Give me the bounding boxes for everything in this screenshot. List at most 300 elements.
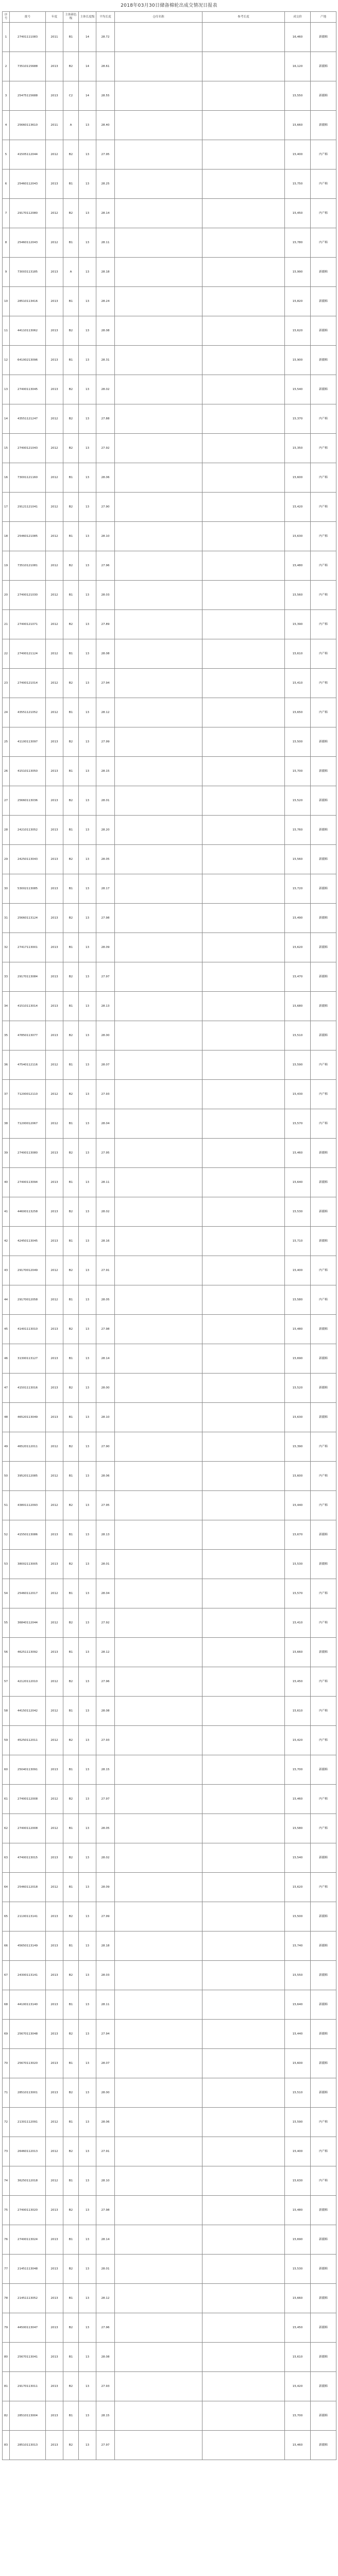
table-cell-year: 2012 [46,1785,63,1814]
table-cell-price: 15,500 [285,1902,311,1931]
table-cell-lot: 25660113124 [10,904,46,933]
table-cell-len: 13 [79,1755,96,1785]
table-cell-ref [202,287,285,316]
table-cell-lot: 47400113015 [10,1843,46,1873]
table-cell-no: 41 [3,1197,10,1227]
table-cell-price: 15,490 [285,904,311,933]
table-cell-ref [202,1579,285,1608]
table-cell-avg: 28.06 [96,1462,115,1491]
table-row [3,1315,336,1344]
table-cell-wh [115,1785,202,1814]
table-cell-origin: 新疆棉 [311,2343,336,2372]
table-cell-price: 15,510 [285,1021,311,1050]
table-cell-wh [115,904,202,933]
table-cell-len: 13 [79,1374,96,1403]
table-cell-grade: B2 [63,1374,79,1403]
table-cell-origin: 新疆棉 [311,1961,336,1990]
table-cell-grade: B2 [63,904,79,933]
table-cell-origin: 新疆棉 [311,346,336,375]
table-row [3,404,336,434]
table-cell-ref [202,2431,285,2460]
table-cell-ref [202,346,285,375]
table-cell-len: 13 [79,2137,96,2166]
table-cell-year: 2012 [46,140,63,170]
table-cell-price: 15,460 [285,1785,311,1814]
table-cell-len: 13 [79,2166,96,2196]
table-cell-grade: B2 [63,2372,79,2401]
table-cell-ref [202,639,285,669]
table-cell-year: 2013 [46,845,63,874]
table-cell-price: 15,400 [285,1256,311,1285]
table-row [3,434,336,463]
table-cell-wh [115,2284,202,2313]
table-cell-no: 4 [3,111,10,140]
table-cell-origin: 新疆棉 [311,52,336,81]
table-cell-year: 2013 [46,1315,63,1344]
table-cell-lot: 27400121014 [10,669,46,698]
table-cell-price: 15,530 [285,2255,311,2284]
table-row [3,111,336,140]
table-row [3,698,336,727]
table-cell-wh [115,874,202,904]
table-cell-origin: 新疆棉 [311,81,336,111]
table-cell-wh [115,81,202,111]
table-cell-wh [115,23,202,52]
table-cell-grade: B1 [63,2108,79,2137]
table-cell-price: 15,560 [285,845,311,874]
report-table [2,11,336,2460]
table-cell-wh [115,1080,202,1109]
table-cell-grade: B1 [63,1403,79,1432]
table-cell-len: 13 [79,346,96,375]
table-cell-grade: B1 [63,2343,79,2372]
table-cell-no: 66 [3,1931,10,1961]
table-cell-year: 2013 [46,1374,63,1403]
table-cell-wh [115,1520,202,1550]
table-cell-wh [115,199,202,228]
table-row [3,1931,336,1961]
table-cell-len: 13 [79,1256,96,1285]
table-cell-avg: 28.20 [96,816,115,845]
table-cell-avg: 27.92 [96,434,115,463]
table-cell-len: 13 [79,1315,96,1344]
table-cell-len: 13 [79,522,96,551]
table-cell-origin: 内产棉 [311,1491,336,1520]
table-cell-price: 15,720 [285,874,311,904]
table-row [3,2108,336,2137]
table-cell-len: 13 [79,845,96,874]
table-cell-no: 2 [3,52,10,81]
table-cell-lot: 44600113258 [10,1197,46,1227]
table-cell-year: 2012 [46,1462,63,1491]
table-cell-origin: 内产棉 [311,493,336,522]
table-cell-origin: 新疆棉 [311,1843,336,1873]
table-cell-year: 2013 [46,2225,63,2255]
table-cell-ref [202,1197,285,1227]
table-cell-wh [115,463,202,493]
table-cell-no: 36 [3,1050,10,1080]
table-cell-len: 13 [79,1814,96,1843]
table-row [3,551,336,581]
table-cell-ref [202,786,285,816]
table-cell-no: 18 [3,522,10,551]
table-cell-grade: B1 [63,816,79,845]
table-cell-wh [115,52,202,81]
column-header: 批号 [10,12,46,23]
table-cell-wh [115,493,202,522]
table-cell-wh [115,669,202,698]
table-cell-ref [202,1726,285,1755]
table-cell-len: 13 [79,962,96,992]
table-cell-grade: B2 [63,669,79,698]
table-cell-grade: B1 [63,1873,79,1902]
table-cell-price: 15,370 [285,404,311,434]
table-cell-ref [202,551,285,581]
table-row [3,1755,336,1785]
table-row [3,316,336,346]
table-cell-len: 13 [79,140,96,170]
table-cell-ref [202,1785,285,1814]
table-cell-price: 15,700 [285,757,311,786]
table-cell-ref [202,581,285,610]
table-cell-price: 15,460 [285,1139,311,1168]
table-cell-origin: 内产棉 [311,669,336,698]
table-cell-ref [202,1256,285,1285]
table-body [3,23,336,2460]
table-cell-len: 13 [79,581,96,610]
table-cell-ref [202,2225,285,2255]
table-cell-lot: 29170113084 [10,962,46,992]
table-cell-wh [115,2078,202,2108]
table-cell-price: 15,480 [285,551,311,581]
table-cell-grade: B1 [63,1462,79,1491]
table-cell-grade: B2 [63,1256,79,1285]
table-cell-wh [115,581,202,610]
table-cell-avg: 27.88 [96,404,115,434]
table-row [3,1080,336,1109]
table-row [3,2225,336,2255]
table-cell-origin: 内产棉 [311,1667,336,1697]
table-cell-ref [202,2313,285,2343]
table-cell-no: 26 [3,757,10,786]
table-cell-lot: 28510113004 [10,2401,46,2431]
table-cell-grade: B2 [63,786,79,816]
table-cell-len: 13 [79,258,96,287]
table-cell-lot: 29121121041 [10,493,46,522]
table-row [3,1432,336,1462]
table-cell-origin: 新疆棉 [311,2020,336,2049]
table-cell-ref [202,1931,285,1961]
table-cell-len: 13 [79,375,96,404]
table-cell-price: 15,990 [285,258,311,287]
table-row [3,2049,336,2078]
table-cell-grade: B2 [63,434,79,463]
table-cell-lot: 45650113149 [10,1931,46,1961]
table-cell-grade: B1 [63,1285,79,1315]
table-row [3,1256,336,1285]
table-cell-avg: 28.14 [96,1344,115,1374]
table-cell-len: 13 [79,1050,96,1080]
table-cell-ref [202,1227,285,1256]
table-cell-origin: 新疆棉 [311,992,336,1021]
table-cell-price: 15,410 [285,669,311,698]
table-cell-lot: 41505112044 [10,140,46,170]
table-cell-year: 2012 [46,493,63,522]
table-cell-len: 13 [79,1109,96,1139]
table-cell-lot: 27400121124 [10,639,46,669]
table-cell-origin: 新疆棉 [311,2401,336,2431]
table-cell-price: 15,420 [285,2372,311,2401]
table-cell-grade: B2 [63,1080,79,1109]
table-cell-wh [115,2401,202,2431]
table-cell-year: 2013 [46,1403,63,1432]
table-cell-len: 13 [79,2196,96,2225]
table-cell-no: 39 [3,1139,10,1168]
table-cell-ref [202,1667,285,1697]
table-row [3,1990,336,2020]
table-cell-wh [115,1550,202,1579]
table-cell-lot: 41401113010 [10,1315,46,1344]
table-cell-ref [202,228,285,258]
table-cell-price: 15,640 [285,1990,311,2020]
table-cell-year: 2013 [46,1520,63,1550]
table-cell-no: 61 [3,1785,10,1814]
table-cell-ref [202,2401,285,2431]
table-cell-len: 13 [79,1550,96,1579]
table-cell-no: 11 [3,316,10,346]
table-cell-wh [115,1168,202,1197]
table-cell-price: 15,600 [285,2049,311,2078]
table-row [3,1785,336,1814]
table-cell-lot: 25460112017 [10,1579,46,1608]
table-cell-ref [202,404,285,434]
table-cell-len: 13 [79,2108,96,2137]
table-row [3,1873,336,1902]
table-cell-origin: 新疆棉 [311,1374,336,1403]
table-cell-len: 13 [79,1667,96,1697]
table-cell-price: 15,630 [285,522,311,551]
table-cell-price: 15,680 [285,992,311,1021]
table-cell-avg: 28.00 [96,1374,115,1403]
table-cell-price: 15,740 [285,1931,311,1961]
table-cell-ref [202,434,285,463]
table-cell-avg: 28.12 [96,698,115,727]
table-cell-year: 2012 [46,1109,63,1139]
table-cell-grade: B1 [63,757,79,786]
table-cell-lot: 21100113141 [10,1902,46,1931]
table-cell-avg: 28.03 [96,1961,115,1990]
table-cell-grade: B2 [63,140,79,170]
table-cell-ref [202,199,285,228]
table-cell-wh [115,404,202,434]
table-cell-no: 62 [3,1814,10,1843]
table-cell-origin: 新疆棉 [311,287,336,316]
table-cell-wh [115,1491,202,1520]
table-cell-no: 60 [3,1755,10,1785]
table-cell-year: 2012 [46,1667,63,1697]
table-cell-origin: 新疆棉 [311,2225,336,2255]
table-cell-len: 13 [79,933,96,962]
table-cell-price: 15,390 [285,610,311,639]
table-row [3,140,336,170]
table-row [3,199,336,228]
table-cell-origin: 内产棉 [311,1285,336,1315]
table-cell-origin: 新疆棉 [311,23,336,52]
table-cell-wh [115,1902,202,1931]
table-row [3,786,336,816]
table-cell-lot: 47540112116 [10,1050,46,1080]
table-cell-ref [202,1814,285,1843]
table-row [3,2284,336,2313]
table-cell-no: 69 [3,2020,10,2049]
table-cell-lot: 27400112008 [10,1814,46,1843]
table-cell-year: 2012 [46,404,63,434]
table-cell-no: 75 [3,2196,10,2225]
table-cell-origin: 内产棉 [311,1873,336,1902]
table-cell-ref [202,2255,285,2284]
table-cell-lot: 43551121052 [10,698,46,727]
table-cell-avg: 28.10 [96,2166,115,2196]
table-cell-ref [202,962,285,992]
table-row [3,346,336,375]
table-cell-origin: 内产棉 [311,2166,336,2196]
table-cell-origin: 新疆棉 [311,1315,336,1344]
table-row [3,170,336,199]
table-cell-wh [115,845,202,874]
table-cell-origin: 内产棉 [311,228,336,258]
table-cell-len: 13 [79,610,96,639]
column-header: 参考长度 [202,12,285,23]
table-cell-len: 13 [79,551,96,581]
table-cell-year: 2012 [46,1579,63,1608]
table-cell-origin: 新疆棉 [311,1197,336,1227]
table-cell-wh [115,1197,202,1227]
table-cell-ref [202,1550,285,1579]
table-cell-avg: 27.96 [96,1667,115,1697]
table-cell-wh [115,2225,202,2255]
table-cell-avg: 28.55 [96,81,115,111]
table-cell-ref [202,1285,285,1315]
table-cell-len: 13 [79,874,96,904]
table-cell-wh [115,1432,202,1462]
table-cell-year: 2013 [46,375,63,404]
table-cell-wh [115,1050,202,1080]
table-cell-wh [115,992,202,1021]
table-cell-year: 2013 [46,1990,63,2020]
table-cell-grade: B2 [63,1902,79,1931]
table-cell-lot: 25475115688 [10,81,46,111]
table-cell-len: 13 [79,639,96,669]
table-cell-len: 13 [79,1139,96,1168]
table-cell-avg: 28.25 [96,170,115,199]
table-cell-lot: 44100113140 [10,1990,46,2020]
table-cell-lot: 41510113014 [10,992,46,1021]
table-cell-avg: 28.07 [96,1050,115,1080]
table-cell-len: 13 [79,1990,96,2020]
table-cell-origin: 新疆棉 [311,1021,336,1050]
table-cell-no: 53 [3,1550,10,1579]
table-cell-avg: 27.98 [96,2196,115,2225]
table-cell-origin: 新疆棉 [311,316,336,346]
table-cell-lot: 38002113005 [10,1550,46,1579]
table-cell-avg: 28.15 [96,1755,115,1785]
table-cell-ref [202,2049,285,2078]
table-cell-lot: 45250112011 [10,1726,46,1755]
table-cell-ref [202,1990,285,2020]
table-cell-price: 15,660 [285,111,311,140]
table-row [3,2372,336,2401]
table-cell-wh [115,2049,202,2078]
table-cell-wh [115,1462,202,1491]
table-cell-len: 13 [79,2284,96,2313]
table-cell-lot: 27417113001 [10,933,46,962]
table-cell-year: 2012 [46,581,63,610]
table-row [3,81,336,111]
table-cell-no: 31 [3,904,10,933]
table-cell-origin: 新疆棉 [311,2049,336,2078]
table-cell-ref [202,1109,285,1139]
table-cell-origin: 新疆棉 [311,757,336,786]
table-cell-len: 14 [79,23,96,52]
table-cell-no: 29 [3,845,10,874]
table-cell-price: 15,450 [285,1667,311,1697]
table-cell-no: 25 [3,727,10,757]
table-cell-avg: 27.96 [96,551,115,581]
table-cell-origin: 内产棉 [311,522,336,551]
table-cell-no: 10 [3,287,10,316]
table-cell-lot: 73510121081 [10,551,46,581]
table-cell-ref [202,463,285,493]
table-row [3,1139,336,1168]
table-cell-ref [202,1902,285,1931]
table-cell-year: 2013 [46,2078,63,2108]
table-cell-ref [202,2343,285,2372]
table-cell-avg: 27.95 [96,140,115,170]
table-cell-wh [115,1285,202,1315]
table-cell-avg: 27.98 [96,1315,115,1344]
table-cell-grade: B2 [63,1667,79,1697]
table-cell-price: 15,600 [285,1462,311,1491]
table-cell-len: 13 [79,228,96,258]
table-cell-len: 13 [79,463,96,493]
table-cell-year: 2013 [46,81,63,111]
table-row [3,1667,336,1697]
table-cell-year: 2012 [46,1050,63,1080]
table-cell-no: 65 [3,1902,10,1931]
table-cell-wh [115,1109,202,1139]
table-cell-len: 13 [79,1697,96,1726]
table-cell-no: 43 [3,1256,10,1285]
table-cell-grade: B2 [63,610,79,639]
table-row [3,1197,336,1227]
table-row [3,1462,336,1491]
table-cell-wh [115,2166,202,2196]
table-cell-len: 13 [79,1785,96,1814]
table-cell-avg: 28.18 [96,258,115,287]
table-cell-no: 7 [3,199,10,228]
table-cell-ref [202,493,285,522]
table-cell-price: 15,550 [285,81,311,111]
table-cell-price: 15,760 [285,816,311,845]
table-cell-no: 67 [3,1961,10,1990]
table-cell-year: 2013 [46,1961,63,1990]
table-cell-len: 14 [79,52,96,81]
table-cell-origin: 新疆棉 [311,1755,336,1785]
table-cell-year: 2011 [46,111,63,140]
table-cell-wh [115,1344,202,1374]
table-row [3,581,336,610]
table-cell-lot: 29170012058 [10,1285,46,1315]
